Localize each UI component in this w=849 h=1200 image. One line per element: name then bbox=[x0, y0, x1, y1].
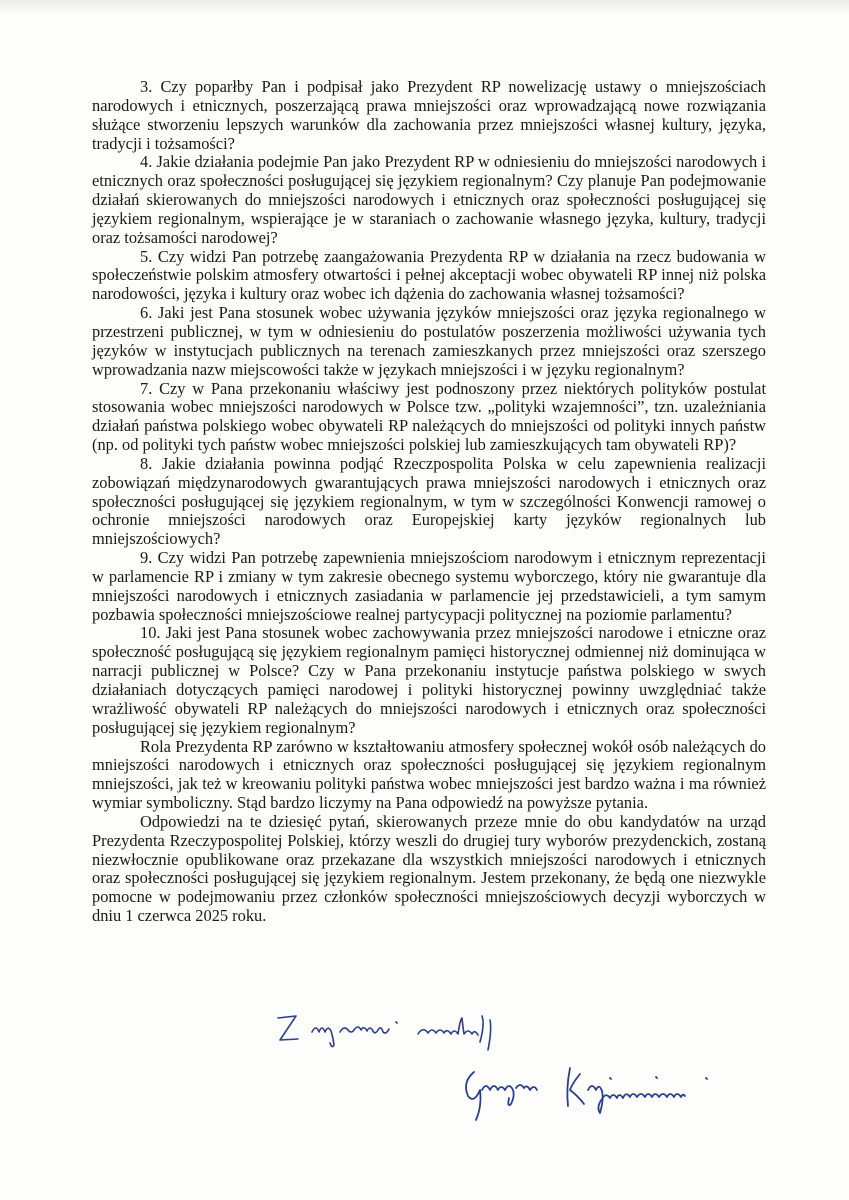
handwritten-closing bbox=[270, 1010, 570, 1060]
signature-block bbox=[270, 1010, 830, 1130]
letter-body bbox=[92, 78, 766, 926]
closing-paragraph: Odpowiedzi na te dziesięć pytań, skierowanych przeze mnie do obu kandydatów na urząd Prezydenta Rzeczypospolitej Polskiej, którzy weszli do drugiej tury wyborów prezydenckich, zostaną niezwłocznie opublikowane oraz przekazane dla wszystkich mniejszości narodowych i etnicznych oraz społeczności posługującej się językiem regionalnym. Jestem przekonany, że będą one niezwykle pomocne w podejmowaniu przez członków społeczności mniejszościowych decyzji wyborczych w dniu 1 czerwca 2025 roku. bbox=[92, 811, 766, 926]
role-of-president-paragraph: Rola Prezydenta RP zarówno w kształtowaniu atmosfery społecznej wokół osób należących do mniejszości narodowych i etnicznych oraz społeczności posługującej się językiem regionalnym mniejszości, jak też w kreowaniu polityki państwa wobec mniejszości jest bardzo ważna i ma również wymiar symboliczny. Stąd bardzo liczymy na Pana odpowiedź na powyższe pytania. bbox=[92, 736, 766, 813]
question-6-paragraph: 6. Jaki jest Pana stosunek wobec używania języków mniejszości oraz języka regionalnego w przestrzeni publicznej, w tym w odniesieniu do postulatów poszerzenia możliwości używania tych języków w instytucjach publicznych na terenach zamieszkanych przez mniejszości oraz szerszego wprowadzania nazw miejscowości także w językach mniejszości i w języku regionalnym? bbox=[92, 303, 766, 379]
scan-edge bbox=[0, 0, 849, 14]
question-5-paragraph: 5. Czy widzi Pan potrzebę zaangażowania Prezydenta RP w działania na rzecz budowania w społeczeństwie polskim atmosfery otwartości i pełnej akceptacji wobec obywateli RP innej niż polska narodowości, języka i kultury oraz wobec ich dążenia do zachowania własnej tożsamości? bbox=[92, 246, 766, 304]
question-7-paragraph: 7. Czy w Pana przekonaniu właściwy jest podnoszony przez niektórych polityków postulat stosowania wobec mniejszości narodowych w Polsce tzw. „polityki wzajemności”, tzn. uzależniania działań państwa polskiego wobec obywateli RP należących do mniejszości od polityki innych państw (np. od polityki tych państw wobec mniejszości polskiej lub zamieszkujących tam obywateli RP)? bbox=[92, 378, 766, 455]
question-3-paragraph: 3. Czy poparłby Pan i podpisał jako Prezydent RP nowelizację ustawy o mniejszościach narodowych i etnicznych, poszerzającą prawa mniejszości oraz wprowadzającą nowe rozwiązania służące stworzeniu lepszych warunków dla zachowania przez mniejszości własnej kultury, języka, tradycji i tożsamości? bbox=[92, 77, 766, 153]
question-4-paragraph: 4. Jakie działania podejmie Pan jako Prezydent RP w odniesieniu do mniejszości narodowych i etnicznych oraz społeczności posługującej się językiem regionalnym? Czy planuje Pan podejmowanie działań skierowanych do mniejszości narodowych i etnicznych oraz społeczności posługującej się językiem regionalnym, wspierające je w staraniach o zachowanie własnego języka, kultury, tradycji oraz tożsamości narodowej? bbox=[92, 152, 766, 247]
question-8-paragraph: 8. Jakie działania powinna podjąć Rzeczpospolita Polska w celu zapewnienia realizacji zobowiązań międzynarodowych gwarantujących prawa mniejszości narodowych i etnicznych oraz społeczności posługującej się językiem regionalnym, w tym w szczególności Konwencji ramowej o ochronie mniejszości narodowych oraz Europejskiej karty języków regionalnych lub mniejszościowych? bbox=[92, 453, 766, 549]
signature-text bbox=[460, 1127, 468, 1130]
handwritten-signature bbox=[460, 1060, 780, 1130]
question-10-paragraph: 10. Jaki jest Pana stosunek wobec zachowywania przez mniejszości narodowe i etniczne oraz społeczność posługującą się językiem regionalnym pamięci historycznej odmiennej niż dominująca w narracji publicznej w Polsce? Czy w Pana przekonaniu instytucje państwa polskiego w swych działaniach dotyczących pamięci narodowej i polityki historycznej powinny uwzględniać także wrażliwość obywateli RP należących do mniejszości narodowych i etnicznych oraz społeczności posługującej się językiem regionalnym? bbox=[92, 623, 766, 737]
question-9-paragraph: 9. Czy widzi Pan potrzebę zapewnienia mniejszościom narodowym i etnicznym reprezentacji w parlamencie RP i zmiany w tym zakresie obecnego systemu wyborczego, który nie gwarantuje dla mniejszości narodowych i etnicznych zasiadania w parlamencie jej przedstawicieli, a tym samym pozbawia społeczności mniejszościowe realnej partycypacji politycznej na poziomie parlamentu? bbox=[92, 548, 766, 624]
closing-text bbox=[270, 1058, 280, 1060]
